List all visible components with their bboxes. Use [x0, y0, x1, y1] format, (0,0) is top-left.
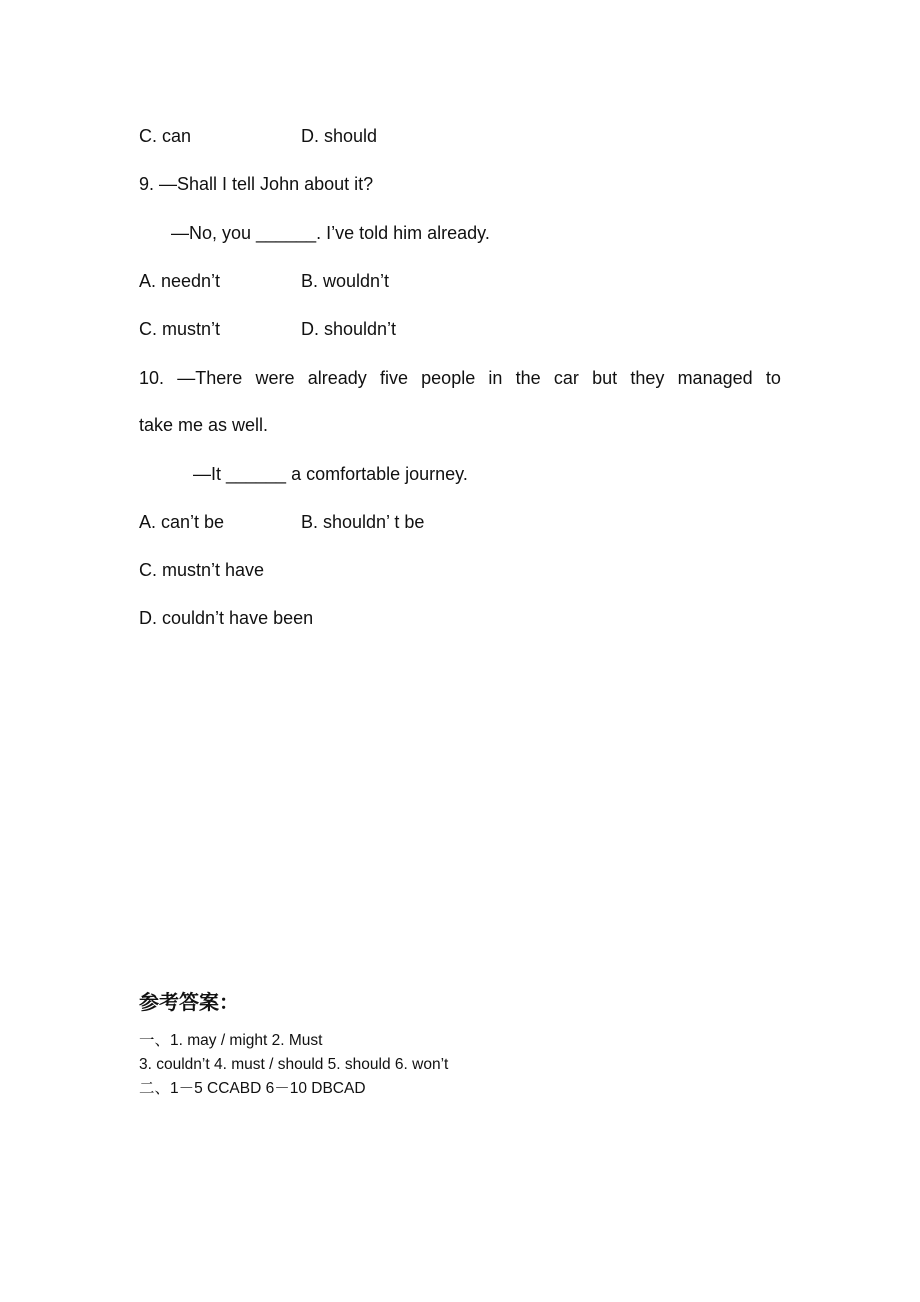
q10-stem-word: people: [421, 368, 476, 388]
q10-stem-word: but: [592, 368, 618, 388]
answers-line-1: 一、1. may / might 2. Must: [139, 1032, 323, 1049]
q10-stem: [139, 367, 781, 389]
q10-stem-word: in: [488, 368, 503, 388]
answers-title: 参考答案：: [139, 992, 239, 1014]
q10-stem-word: already: [307, 368, 367, 388]
q9-option-a: A. needn’t: [139, 271, 221, 291]
q10-stem-word: —There: [177, 368, 243, 388]
q10-stem-word: the: [515, 368, 541, 388]
q10-stem-word: they: [630, 368, 665, 388]
q10-option-b: B. shouldn’ t be: [301, 512, 425, 532]
answers-line-2: 3. couldn’t 4. must / should 5. should 6. won’t: [139, 1056, 449, 1073]
q10-option-c: C. mustn’t have: [139, 560, 265, 580]
answers-line-3: 二、1－5 CCABD 6－10 DBCAD: [139, 1080, 366, 1097]
q10-option-a: A. can’t be: [139, 512, 225, 532]
q10-reply: —It ______ a comfortable journey.: [193, 464, 468, 484]
q10-stem-word: were: [255, 368, 295, 388]
q10-stem-word: to: [765, 368, 781, 388]
q10-stem-word: 10.: [139, 368, 165, 388]
q10-stem-word: car: [553, 368, 579, 388]
q9-option-b: B. wouldn’t: [301, 271, 390, 291]
q8-option-d: D. should: [301, 126, 378, 146]
q9-option-d: D. shouldn’t: [301, 319, 397, 339]
q9-stem: 9. —Shall I tell John about it?: [139, 174, 374, 194]
q9-option-c: C. mustn’t: [139, 319, 221, 339]
q10-option-d: D. couldn’t have been: [139, 608, 314, 628]
q9-reply: —No, you ______. I’ve told him already.: [171, 223, 490, 243]
q8-option-c: C. can: [139, 126, 192, 146]
q10-stem-word: managed: [677, 368, 753, 388]
q10-stem-continued: take me as well.: [139, 415, 269, 435]
q10-stem-word: five: [379, 368, 408, 388]
